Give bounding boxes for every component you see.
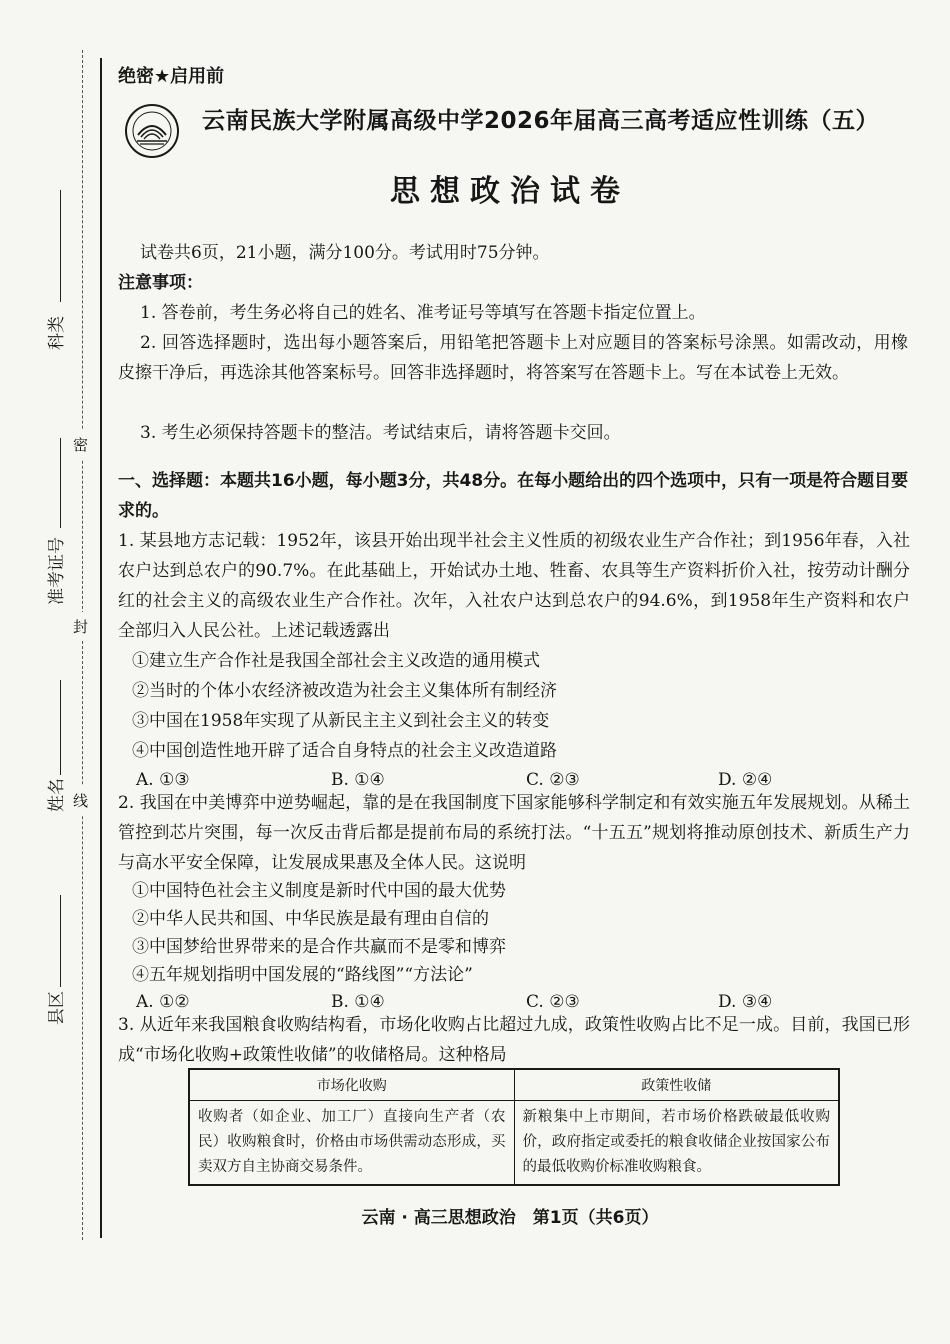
question-1-statement-3: ③中国在1958年实现了从新民主主义到社会主义的转变 (132, 711, 550, 731)
question-1-statement-1: ①建立生产合作社是我国全部社会主义改造的通用模式 (132, 651, 540, 671)
question-1-choice-b[interactable]: B. ①④ (331, 770, 385, 790)
question-2-statement-1: ①中国特色社会主义制度是新时代中国的最大优势 (132, 881, 506, 901)
binding-label-subject: 科类 (47, 316, 67, 350)
seal-dashed-line (82, 50, 83, 1240)
notice-item-3: 3. 考生必须保持答题卡的整洁。考试结束后，请将答题卡交回。 (140, 423, 621, 443)
binding-border-line (100, 58, 102, 1238)
binding-label-exam-number: 准考证号 (47, 537, 67, 605)
question-1-choice-a[interactable]: A. ①③ (136, 770, 190, 790)
question-2-choice-b[interactable]: B. ①④ (331, 992, 385, 1012)
binding-blank-county (60, 895, 61, 987)
confidential-mark: 绝密★启用前 (118, 66, 225, 87)
grain-purchase-table (188, 1068, 840, 1186)
notice-item-2: 2. 回答选择题时，选出每小题答案后，用铅笔把答题卡上对应题目的答案标号涂黑。如需改动，用橡皮擦干净后，再选涂其他答案标号。回答非选择题时，将答案写在答题卡上。写在本试卷上无效。 (118, 333, 908, 383)
question-1-statement-2: ②当时的个体小农经济被改造为社会主义集体所有制经济 (132, 681, 557, 701)
binding-label-county: 县区 (47, 991, 67, 1025)
notice-item-1: 1. 答卷前，考生务必将自己的姓名、准考证号等填写在答题卡指定位置上。 (140, 303, 706, 323)
table-row (189, 1101, 839, 1186)
table-cell-policy: 新粮集中上市期间，若市场价格跌破最低收购价，政府指定或委托的粮食收储企业按国家公布的最低收购价标准收购粮食。 (514, 1101, 839, 1186)
binding-blank-name (60, 680, 61, 775)
table-header-row (189, 1069, 839, 1101)
table-header-policy: 政策性收储 (514, 1069, 839, 1101)
paper-title: 思想政治试卷 (390, 174, 630, 209)
question-2-choice-a[interactable]: A. ①② (136, 992, 190, 1012)
question-2-statement-4: ④五年规划指明中国发展的“路线图”“方法论” (132, 965, 473, 985)
table-header-market: 市场化收购 (189, 1069, 514, 1101)
table-cell-market: 收购者（如企业、加工厂）直接向生产者（农民）收购粮食时，价格由市场供需动态形成，买卖双方自主协商交易条件。 (189, 1101, 514, 1186)
binding-blank-exam-number (60, 438, 61, 528)
question-2-choice-c[interactable]: C. ②③ (526, 992, 580, 1012)
question-1-statement-4: ④中国创造性地开辟了适合自身特点的社会主义改造道路 (132, 741, 557, 761)
binding-label-name: 姓名 (47, 778, 67, 812)
question-2-statement-2: ②中华人民共和国、中华民族是最有理由自信的 (132, 909, 489, 929)
question-1-stem: 1. 某县地方志记载：1952年，该县开始出现半社会主义性质的初级农业生产合作社；到1956年春，入社农户达到总农户的90.7%。在此基础上，开始试办土地、牲畜、农具等生产资料折价入社，按劳动计酬分红的社会主义的高级农业生产合作社。次年，入社农户达到总农户的94.6%，到1958年生产资料和农户全部归入人民公社。上述记载透露出 (118, 531, 910, 641)
seal-char-mi: 密 (73, 430, 88, 459)
question-2-statement-3: ③中国梦给世界带来的是合作共赢而不是零和博弈 (132, 937, 506, 957)
seal-char-xian: 线 (73, 786, 88, 815)
school-title: 云南民族大学附属高级中学2026年届高三高考适应性训练（五） (202, 108, 880, 134)
question-2-choice-d[interactable]: D. ③④ (718, 992, 773, 1012)
seal-char-feng: 封 (73, 612, 88, 641)
page-footer: 云南 · 高三思想政治 第1页（共6页） (361, 1208, 659, 1228)
question-1-choice-c[interactable]: C. ②③ (526, 770, 580, 790)
school-logo-icon (124, 103, 180, 159)
section-heading: 一、选择题：本题共16小题，每小题3分，共48分。在每小题给出的四个选项中，只有一项是符合题目要求的。 (118, 471, 909, 521)
question-3-stem: 3. 从近年来我国粮食收购结构看，市场化收购占比超过九成，政策性收购占比不足一成。目前，我国已形成“市场化收购+政策性收储”的收储格局。这种格局 (118, 1015, 910, 1065)
question-2-stem: 2. 我国在中美博弈中逆势崛起，靠的是在我国制度下国家能够科学制定和有效实施五年发展规划。从稀土管控到芯片突围，每一次反击背后都是提前布局的系统打法。“十五五”规划将推动原创技术、新质生产力与高水平安全保障，让发展成果惠及全体人民。这说明 (118, 793, 910, 873)
notice-heading: 注意事项： (118, 273, 203, 293)
exam-intro: 试卷共6页，21小题，满分100分。考试用时75分钟。 (140, 243, 550, 263)
question-1-choice-d[interactable]: D. ②④ (718, 770, 773, 790)
